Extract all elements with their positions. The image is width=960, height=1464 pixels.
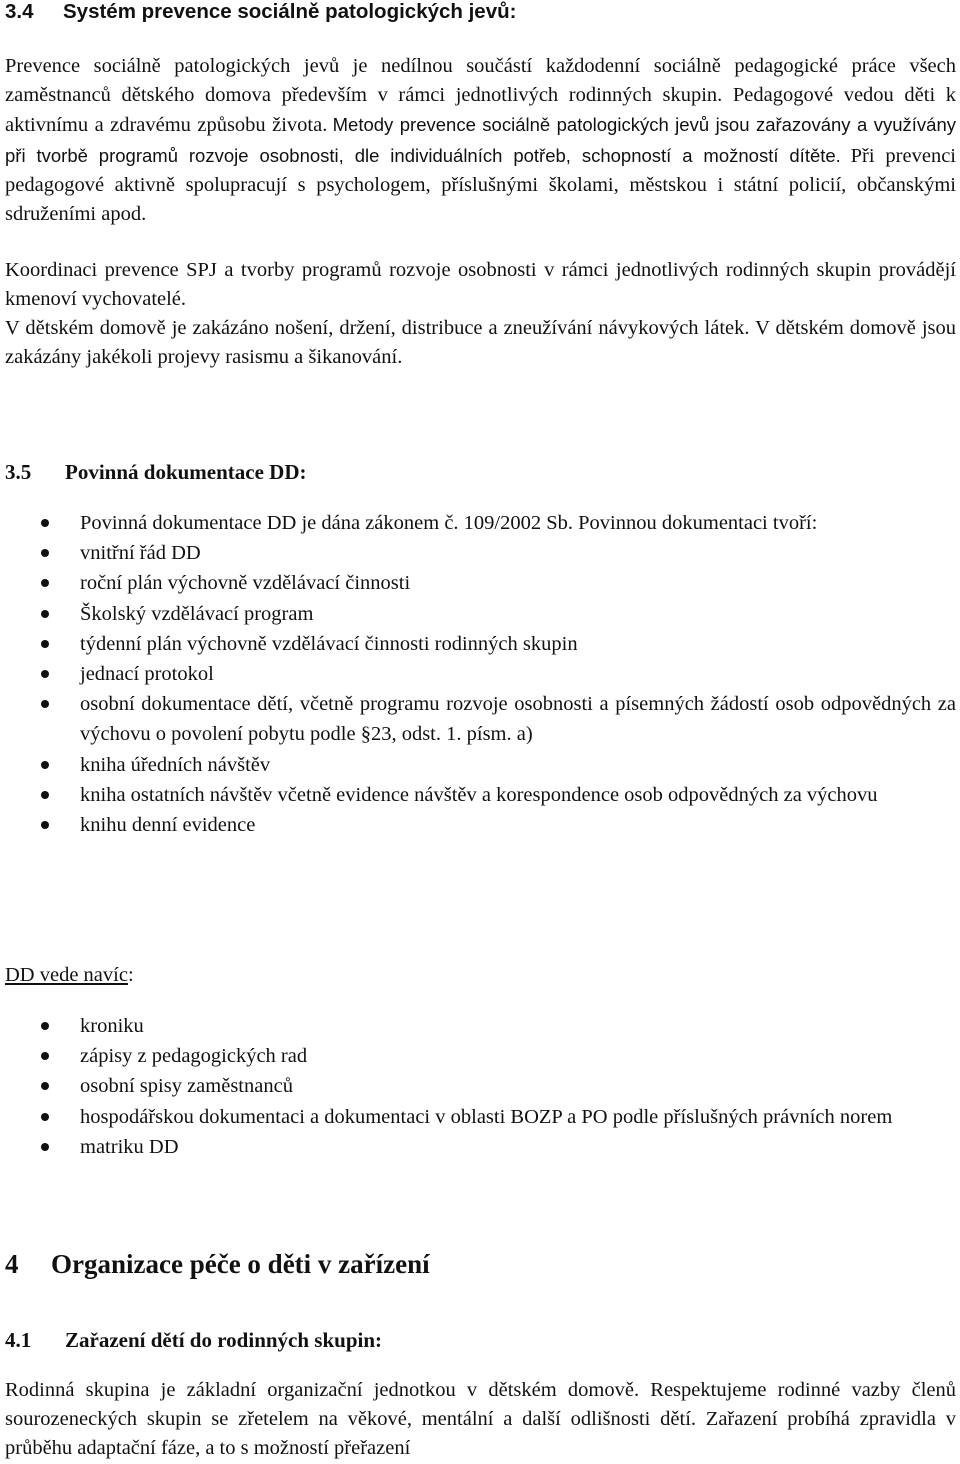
list-item: osobní spisy zaměstnanců <box>0 1071 956 1101</box>
dd-extra-heading-colon: : <box>127 964 134 986</box>
chapter-4-heading <box>5 1247 430 1281</box>
prevention-paragraph <box>5 52 956 229</box>
section-number: 3.5 <box>5 460 32 484</box>
list-item: zápisy z pedagogických rad <box>0 1041 956 1071</box>
list-item: jednací protokol <box>0 659 956 689</box>
chapter-number: 4 <box>5 1249 19 1279</box>
section-title: Povinná dokumentace DD: <box>65 460 307 484</box>
section-4-1-heading <box>5 1326 382 1354</box>
list-item: kniha ostatních návštěv včetně evidence návštěv a korespondence osob odpovědných za výchovu <box>0 780 956 810</box>
list-item: kroniku <box>0 1011 956 1041</box>
coordination-paragraph: Koordinaci prevence SPJ a tvorby programů rozvoje osobnosti v rámci jednotlivých rodinných skupin provádějí kmenoví vychovatelé. <box>5 259 956 311</box>
list-item: roční plán výchovně vzdělávací činnosti <box>0 568 956 598</box>
list-item: knihu denní evidence <box>0 810 956 840</box>
prevention-text-serif: Prevence sociálně patologických jevů je nedílnou součástí každodenní sociálně pedagogické práce všech zaměstnanců dětského domova především v rámci jednotlivých rodinných skupin. Pedagogové vedou děti k aktivnímu a zdravému způsobu života. <box>5 55 956 137</box>
list-item: Školský vzdělávací program <box>0 599 956 629</box>
prevention-text-methods: Metody prevence sociálně patologických jevů jsou zařazovány a využívány při tvorbě programů rozvoje osobnosti, dle individuálních potřeb, schopností a možností dítěte. <box>5 114 956 166</box>
dd-extra-heading-text: DD vede navíc <box>5 964 128 986</box>
list-item: kniha úředních návštěv <box>0 750 956 780</box>
section-number: 4.1 <box>5 1328 32 1352</box>
chapter-title: Organizace péče o děti v zařízení <box>51 1249 430 1279</box>
list-item: týdenní plán výchovně vzdělávací činnosti rodinných skupin <box>0 629 956 659</box>
section-number: 3.4 <box>5 0 34 23</box>
prevention-text-cooperation: Při prevenci pedagogové aktivně spolupracují s psychologem, příslušnými školami, městskou i státní policií, občanskými sdruženími apod. <box>5 144 957 226</box>
section-title: Zařazení dětí do rodinných skupin: <box>65 1328 383 1352</box>
dd-extra-heading <box>5 961 134 989</box>
list-item: Povinná dokumentace DD je dána zákonem č. 109/2002 Sb. Povinnou dokumentaci tvoří: <box>0 508 956 538</box>
section-3-4-heading <box>5 0 516 25</box>
mandatory-documentation-list <box>0 508 956 840</box>
family-group-paragraph: Rodinná skupina je základní organizační jednotkou v dětském domově. Respektujeme rodinné vazby členů sourozeneckých skupin se zřetelem na věkové, mentální a další odlišnosti dětí. Zařazení probíhá zpravidla v průběhu adaptační fáze, a to s možností přeřazení <box>5 1379 956 1460</box>
list-item: hospodářskou dokumentaci a dokumentaci v oblasti BOZP a PO podle příslušných právních norem <box>0 1102 956 1132</box>
list-item: matriku DD <box>0 1132 956 1162</box>
list-item: vnitřní řád DD <box>0 538 956 568</box>
section-title: Systém prevence sociálně patologických jevů: <box>63 0 517 23</box>
section-3-5-heading <box>5 458 307 486</box>
list-item: osobní dokumentace dětí, včetně programu rozvoje osobnosti a písemných žádostí osob odpovědných za výchovu o povolení pobytu podle §23, odst. 1. písm. a) <box>0 689 956 749</box>
dd-extra-list <box>0 1011 956 1162</box>
prohibition-paragraph: V dětském domově je zakázáno nošení, držení, distribuce a zneužívání návykových látek. V dětském domově jsou zakázány jakékoli projevy rasismu a šikanování. <box>5 317 956 369</box>
